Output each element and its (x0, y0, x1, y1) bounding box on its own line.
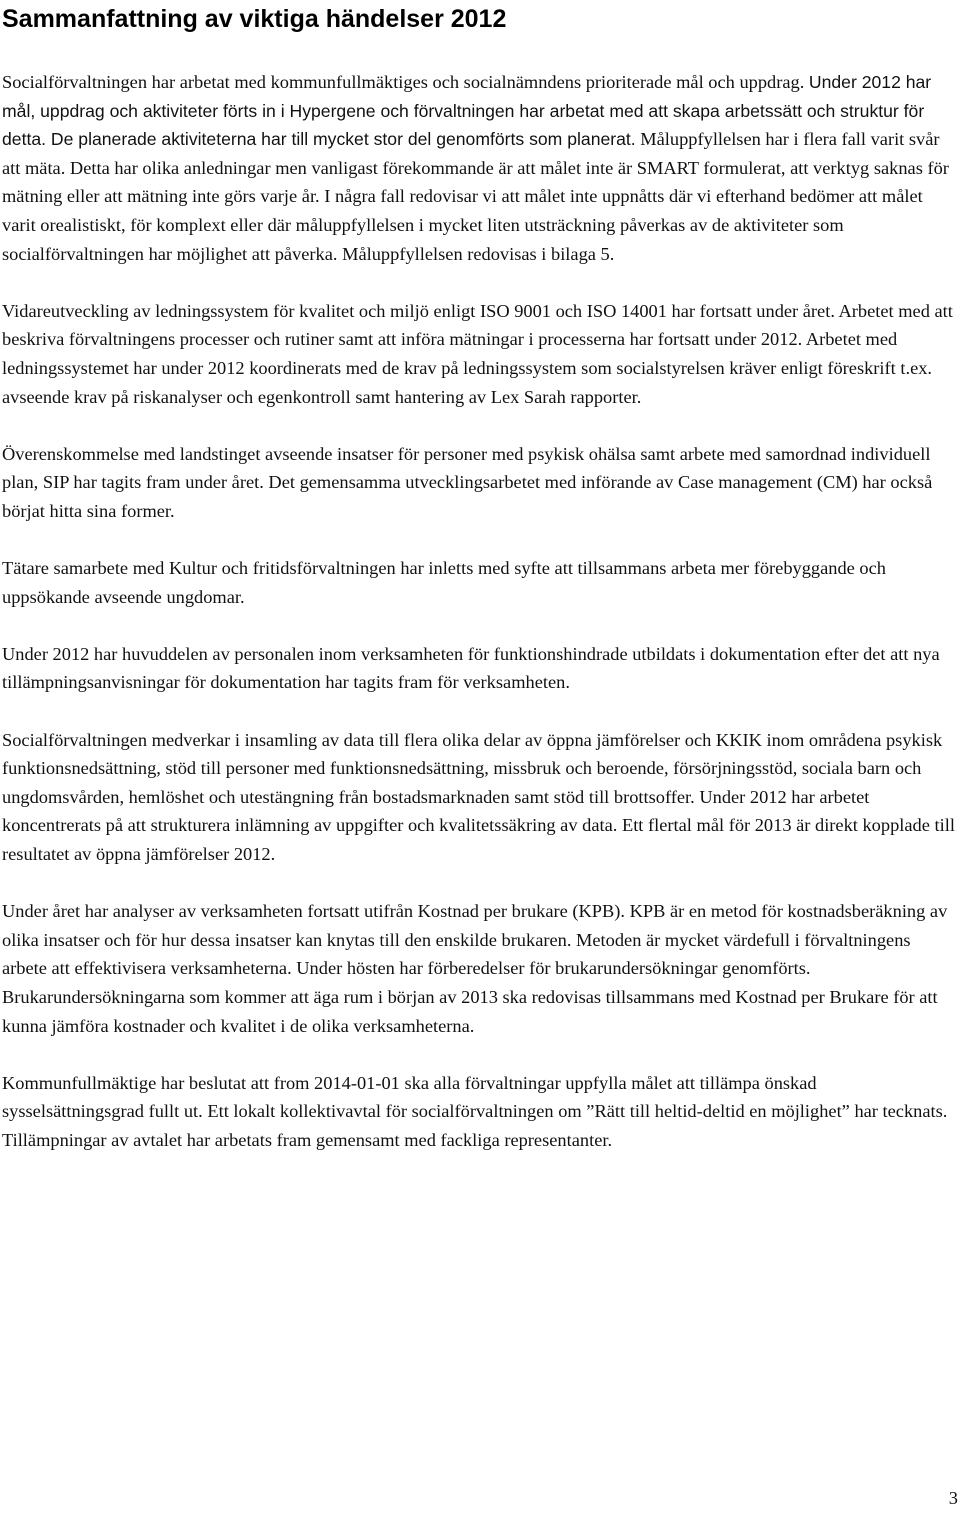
paragraph (2, 554, 958, 611)
paragraph-text-run: Under 2012 har mål, uppdrag och aktiviteter förts in i Hypergene och förvaltningen har arbetat med att skapa arbetssätt och struktur för detta. De planerade aktiviteterna har till mycket stor del genomförts som planerat. (2, 72, 932, 150)
paragraph (2, 640, 958, 697)
paragraph-text-run: Socialförvaltningen medverkar i insamling av data till flera olika delar av öppna jämförelser och KKIK inom områdena psykisk funktionsnedsättning, stöd till personer med funktionsnedsättning, missbruk och beroende, försörjningsstöd, sociala barn och ungdomsvården, hemlöshet och utestängning från bostadsmarknaden samt stöd till brottsoffer. Under 2012 har arbetet koncentrerats på att strukturera inlämning av uppgifter och kvalitetssäkring av data. Ett flertal mål för 2013 är direkt kopplade till resultatet av öppna jämförelser 2012. (2, 729, 955, 865)
paragraph-text-run: Tätare samarbete med Kultur och fritidsförvaltningen har inletts med syfte att tillsammans arbeta mer förebyggande och uppsökande avseende ungdomar. (2, 558, 886, 607)
paragraph (2, 726, 958, 869)
paragraph-text-run: Vidareutveckling av ledningssystem för kvalitet och miljö enligt ISO 9001 och ISO 14001 har fortsatt under året. Arbetet med att beskriva förvaltningens processer och rutiner samt att införa mätningar i processerna har fortsatt under 2012. Arbetet med ledningssystemet har under 2012 koordinerats med de krav på ledningssystem som socialstyrelsen kräver enligt föreskrift t.ex. avseende krav på riskanalyser och egenkontroll samt hantering av Lex Sarah rapporter. (2, 300, 953, 407)
paragraph (2, 297, 958, 411)
page-number: 3 (948, 1488, 958, 1508)
paragraph (2, 68, 958, 268)
paragraph-text-run: Kommunfullmäktige har beslutat att from 2014-01-01 ska alla förvaltningar uppfylla målet att tillämpa önskad sysselsättningsgrad fullt ut. Ett lokalt kollektivavtal för socialförvaltningen om ”Rätt till heltid-deltid en möjlighet” har tecknats. Tillämpningar av avtalet har arbetats fram gemensamt med fackliga representanter. (2, 1072, 948, 1150)
document-body (2, 68, 958, 1155)
paragraph-text-run: Överenskommelse med landstinget avseende insatser för personer med psykisk ohälsa samt arbete med samordnad individuell plan, SIP har tagits fram under året. Det gemensamma utvecklingsarbetet med införande av Case management (CM) har också börjat hitta sina former. (2, 443, 933, 521)
paragraph-text-run: Under 2012 har huvuddelen av personalen inom verksamheten för funktionshindrade utbildats i dokumentation efter det att nya tillämpningsanvisningar för dokumentation har tagits fram för verksamheten. (2, 643, 940, 693)
paragraph-text-run: Måluppfyllelsen har i flera fall varit svår att mäta. Detta har olika anledningar men vanligast förekommande är att målet inte är SMART formulerat, att verktyg saknas för mätning eller att mätning inte görs varje år. I några fall redovisar vi att målet inte uppnåtts där vi efterhand bedömer att målet varit orealistiskt, för komplext eller där måluppfyllelsen i mycket liten utsträckning påverkas av de aktiviteter som socialförvaltningen har möjlighet att påverka. Måluppfyllelsen redovisas i bilaga 5. (2, 129, 949, 264)
paragraph-text-run: Under året har analyser av verksamheten fortsatt utifrån Kostnad per brukare (KPB). KPB är en metod för kostnadsberäkning av olika insatser och för hur dessa insatser kan knytas till den enskilde brukaren. Metoden är mycket värdefull i förvaltningens arbete att effektivisera verksamheterna. Under hösten har förberedelser för brukarundersökningar genomförts. Brukarundersökningarna som kommer att äga rum i början av 2013 ska redovisas tillsammans med Kostnad per Brukare för att kunna jämföra kostnader och kvalitet i de olika verksamheterna. (2, 901, 948, 1036)
paragraph-text-run: Socialförvaltningen har arbetat med kommunfullmäktiges och socialnämndens prioriterade mål och uppdrag. (2, 72, 809, 92)
paragraph (2, 897, 958, 1040)
paragraph (2, 440, 958, 526)
page-title: Sammanfattning av viktiga händelser 2012 (2, 5, 507, 33)
paragraph (2, 1069, 958, 1155)
